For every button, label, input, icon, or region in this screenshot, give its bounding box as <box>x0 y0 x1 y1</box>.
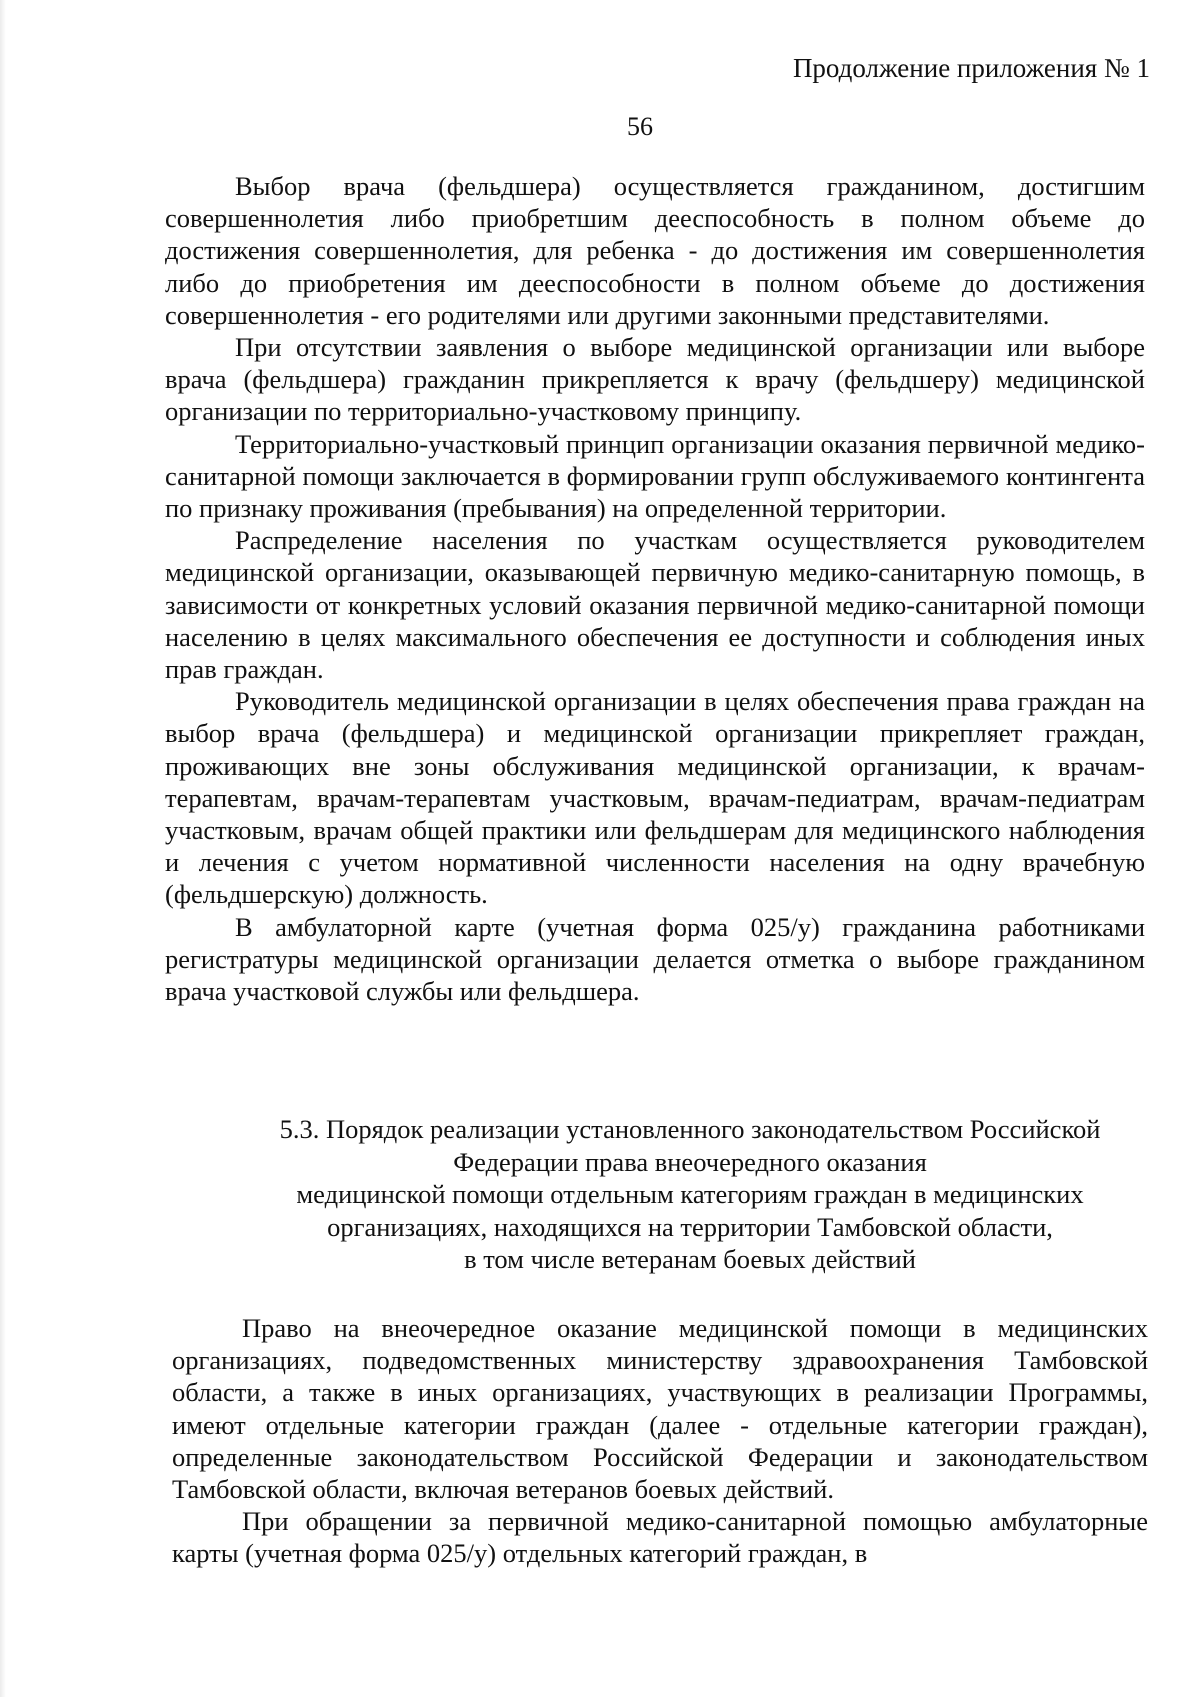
page-number: 56 <box>627 112 653 141</box>
section-heading-line: медицинской помощи отдельным категориям граждан в медицинских <box>296 1179 1084 1209</box>
paragraph: Выбор врача (фельдшера) осуществляется гражданином, достигшим совершеннолетия либо приобретшим дееспособность в полном объеме до достижения совершеннолетия, для ребенка - до достижения им совершеннолетия либо до приобретения им дееспособности в полном объеме до достижения совершеннолетия - его родителями или другими законными представителями. <box>165 171 1145 330</box>
paragraph: В амбулаторной карте (учетная форма 025/у) гражданина работниками регистратуры медицинской организации делается отметка о выборе гражданином врача участковой службы или фельдшера. <box>165 911 1145 1007</box>
appendix-continuation-note: Продолжение приложения № 1 <box>792 53 1150 83</box>
body-text-top <box>165 170 1145 1007</box>
paragraph: Территориально-участковый принцип организации оказания первичной медико-санитарной помощи заключается в формировании групп обслуживаемого контингента по признаку проживания (пребывания) на определенной территории. <box>165 428 1145 524</box>
paragraph: Распределение населения по участкам осуществляется руководителем медицинской организации, оказывающей первичную медико-санитарную помощь, в зависимости от конкретных условий оказания первичной медико-санитарной помощи населению в целях максимального обеспечения ее доступности и соблюдения иных прав граждан. <box>165 525 1145 685</box>
section-heading-line: 5.3. Порядок реализации установленного законодательством Российской <box>279 1114 1101 1144</box>
scan-edge-shadow <box>0 0 6 1697</box>
section-heading-line: в том числе ветеранам боевых действий <box>464 1244 916 1274</box>
paragraph: Руководитель медицинской организации в целях обеспечения права граждан на выбор врача (фельдшера) и медицинской организации прикрепляет граждан, проживающих вне зоны обслуживания медицинской организации, к врачам-терапевтам, врачам-терапевтам участковым, врачам-педиатрам, врачам-педиатрам участковым, врачам общей практики или фельдшерам для медицинского наблюдения и лечения с учетом нормативной численности населения на одну врачебную (фельдшерскую) должность. <box>165 686 1145 910</box>
body-text-bottom <box>172 1312 1148 1570</box>
section-heading-line: организациях, находящихся на территории Тамбовской области, <box>327 1211 1053 1242</box>
paragraph: При обращении за первичной медико-санитарной помощью амбулаторные карты (учетная форма 025/у) отдельных категорий граждан, в <box>172 1506 1148 1569</box>
section-heading <box>200 1113 1180 1276</box>
section-heading-line: Федерации права внеочередного оказания <box>453 1146 927 1177</box>
paragraph: Право на внеочередное оказание медицинской помощи в медицинских организациях, подведомственных министерству здравоохранения Тамбовской области, а также в иных организациях, участвующих в реализации Программы, имеют отдельные категории граждан (далее - отдельные категории граждан), определенные законодательством Российской Федерации и законодательством Тамбовской области, включая ветеранов боевых действий. <box>172 1313 1148 1505</box>
paragraph: При отсутствии заявления о выборе медицинской организации или выборе врача (фельдшера) гражданин прикрепляется к врачу (фельдшеру) медицинской организации по территориально-участковому принципу. <box>165 332 1145 427</box>
